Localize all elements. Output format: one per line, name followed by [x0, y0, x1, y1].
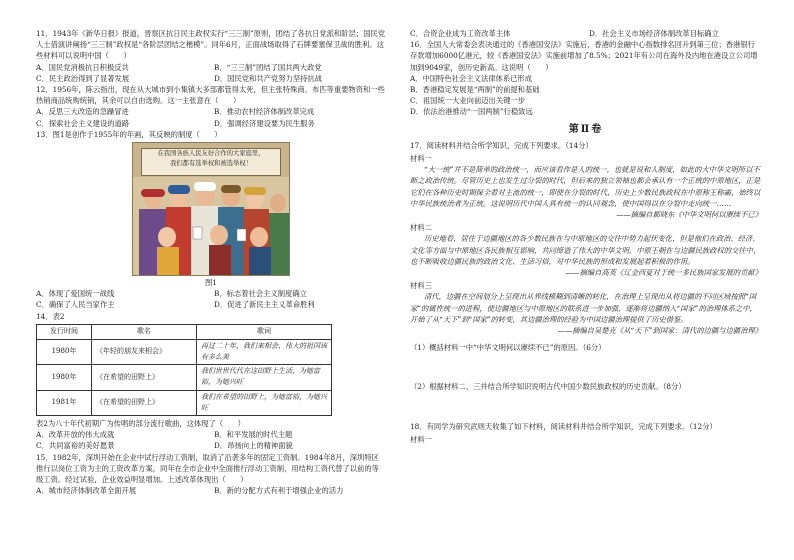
- option-d[interactable]: D．国民党和共产党努力坚持抗战: [214, 73, 323, 83]
- question-15-options-cd: [410, 28, 762, 39]
- option-d[interactable]: D．社会主义市场经济体制改革目标确立: [589, 29, 719, 38]
- option-c[interactable]: C．共同富裕的美好愿景: [36, 441, 115, 451]
- option-c[interactable]: C．合资企业成为工资改革主体: [410, 29, 511, 38]
- table-row: [37, 365, 332, 390]
- poster-banner: [141, 148, 281, 176]
- cell-lyric: 再过二十年，我们来相会，伟大的祖国该有多么美: [197, 339, 332, 364]
- left-column: [36, 28, 386, 496]
- cell-song: 《年轻的朋友来相会》: [92, 339, 197, 364]
- poster-banner-line-2: 我们都有选举权和被选举权！: [170, 160, 252, 168]
- option-b[interactable]: B．和平发展的时代主题: [214, 430, 293, 440]
- poster-people-illustration: [133, 177, 289, 275]
- option-b[interactable]: B．推动农村经济体制改革完成: [214, 107, 315, 117]
- option-c[interactable]: C．民主政治得到了显著发展: [36, 73, 130, 83]
- cell-lyric: 我们在希望的田野上，为她富裕，为她兴旺: [197, 390, 332, 415]
- option-a[interactable]: A．城市经济体制改革全面开展: [36, 486, 137, 496]
- question-17-stem: 17．阅读材料并结合所学知识，完成下列要求。（14分）: [410, 140, 593, 150]
- question-16-options: [410, 73, 762, 118]
- table-row: [37, 339, 332, 364]
- poster-figure: [132, 142, 290, 276]
- poster-banner-line-1: 在我国各族人民友好合作的大家庭里，: [157, 150, 265, 158]
- option-b[interactable]: B．新的分配方式有利于增强企业的活力: [214, 486, 344, 496]
- question-11-options: [36, 62, 386, 84]
- material-1-text: “大一统”并不是简单的政治统一，而应该看作是人的统一，也就是说和人制度，如此的大中华文明所以不断之政治传统。尽管历史上也发生过分裂的时代，但后来的独立领袖也都会承认有一个正统的中原地区，正是它们在各种历史时期保全着对主流的统一，即使在分裂的时代，历史上少数民族政权在中原称王称霸，始终以中华民族统治者为正统。这说明历代中国人具有统一的认同观念，使中国得以在分裂中走向统一……: [410, 165, 761, 208]
- option-a[interactable]: A．改革开放的伟大成就: [36, 430, 115, 440]
- option-c[interactable]: C．探索社会主义建设的道路: [36, 118, 130, 128]
- option-b[interactable]: B．“三三制”团结了国共两大政党: [214, 62, 322, 72]
- option-d[interactable]: D．强调经济建设要为民生服务: [214, 118, 315, 128]
- question-18-material-1-label: 材料一: [410, 434, 432, 444]
- option-a[interactable]: A．国民党消极抗日积极反共: [36, 62, 129, 72]
- question-16-stem: 16．全国人大常委会表决通过的《香港国安法》实施后，香港的金融中心指数排名回升到第三位；香港银行存款增加6000亿港元，较《香港国安法》实施前增加了8.5%；2021年有公司在海外及内地在港设立公司增加到9049家，创历史新高。这说明（ ）: [410, 40, 758, 72]
- table-row: [37, 390, 332, 415]
- material-1-source: ——摘编自都晓东《中华文明何以赓续不已》: [616, 210, 762, 220]
- material-3-text: 清代，边疆在空间划分上呈现出从界线模糊到清晰的转化，在治理上呈现出从将边疆的不同区域按照“国家”的属性统一的进程，使边疆地区与中原地区的联系进一步加强，逐渐将边疆纳入“国家”的治理体系之中，开始了从“天下”到“国家”的转变，其边疆治理的经验为中国边疆治理提供了历史借鉴。: [410, 292, 757, 324]
- material-1-label: 材料一: [410, 154, 432, 164]
- songs-table: [36, 324, 332, 416]
- question-15-stem: 15．1982年，深圳开始在企业中试行浮动工资制，取消了沿袭多年的固定工资制。1984年8月，深圳特区推行以岗位工资为主的工资改革方案，同年在全市企业中全面推行浮动工资制，用结构工资代替了以前的等级工资。经过试验，企业效益明显增加。上述改革体现出（ ）: [36, 452, 379, 485]
- option-d[interactable]: D．依法治港推动“一国两制”行稳致远: [410, 107, 533, 117]
- question-14-options: [36, 429, 386, 451]
- option-a[interactable]: A．中国特色社会主义法律体系已形成: [410, 73, 533, 83]
- cell-year: 1981年: [37, 390, 92, 415]
- material-3-source: ——摘编自吴楚克《从“天下”到国家：清代的边疆与边疆治理》: [557, 326, 762, 336]
- option-d[interactable]: D．昂扬向上的精神面貌: [214, 441, 293, 451]
- option-c[interactable]: C．确保了人民当家作主: [36, 300, 115, 310]
- table-header-row: [37, 324, 332, 339]
- question-13-stem: 13．图1是创作于1955年的年画，其反映的制度（ ）: [36, 129, 222, 139]
- question-14-stem: 14．表2: [36, 311, 65, 321]
- question-15-options-ab: [36, 485, 386, 496]
- question-11-stem: 11．1943年《新华日报》报道，晋察区抗日民主政权实行“三三制”原则，团结了各抗日党派和阶层；国民党人士借演讲阐扬“三三制”政权是“各阶层团结之楷模”。同年6月，正面战场取得了石牌要塞保卫战的胜利。这些材料可以说明中国（ ）: [36, 29, 386, 61]
- question-18-stem: 18．有同学为研究武则天收集了如下材料，阅读材料并结合所学知识，完成下列要求。（12分）: [410, 421, 717, 431]
- cell-song: 《在希望的田野上》: [92, 365, 197, 390]
- right-column: [410, 28, 762, 445]
- material-3-label: 材料三: [410, 281, 432, 291]
- answer-space[interactable]: [410, 353, 762, 381]
- cell-lyric: 我们世世代代在这田野上生活，为她富裕，为她兴旺: [197, 365, 332, 390]
- question-17-sub-1: （1）概括材料一中“中华文明何以赓续不已”的原因。（6分）: [410, 343, 606, 353]
- question-12-options: [36, 106, 386, 128]
- option-d[interactable]: D．促进了新民主主义革命胜利: [214, 300, 315, 310]
- material-2-source: ——摘编自高英《辽金西夏对于统一多民族国家发展的贡献》: [564, 268, 762, 278]
- section-title: 第Ⅱ卷: [568, 123, 604, 135]
- material-2-label: 材料二: [410, 223, 432, 233]
- option-c[interactable]: C．祖国统一大业向前迈出关键一步: [410, 96, 526, 106]
- option-a[interactable]: A．体现了爱国统一战线: [36, 289, 115, 299]
- cell-year: 1980年: [37, 365, 92, 390]
- option-b[interactable]: B．标志着社会主义制度确立: [214, 289, 307, 299]
- question-12-stem: 12．1956年，陈云指出，现在从大城市到小集镇大多部都管得太死，但主张特殊商、布匹等重要物资和一些热销商品统购统销，其余可以自由选购。这一主张意在（ ）: [36, 85, 385, 106]
- option-b[interactable]: B．香港稳定发展是“两制”的前提和基础: [410, 85, 540, 95]
- header-lyrics: 歌词: [197, 324, 332, 339]
- cell-year: 1980年: [37, 339, 92, 364]
- question-14-caption: 表2为八十年代初期广为传唱的部分流行歌曲，这体现了（ ）: [36, 419, 245, 429]
- header-release-time: 发行时间: [37, 324, 92, 339]
- figure-1-label: 图1: [205, 278, 217, 288]
- question-13-options: [36, 288, 386, 310]
- header-song-name: 歌名: [92, 324, 197, 339]
- material-2-text: 历史地看，居住于边疆地区的各少数民族在与中原地区的交往中势力起伏变化，但是他们在政治、经济、文化等方面与中原地区各民族相互影响，共同缔造了伟大的中华文明，中原王朝在与边疆民族政权的交往中，也不断吸收边疆民族的政治文化、生活习俗，对中华民族的形成和发展起着积极的作用。: [410, 234, 761, 266]
- answer-space[interactable]: [410, 393, 762, 421]
- option-a[interactable]: A．反思三大改造的急躁冒进: [36, 107, 129, 117]
- cell-song: 《在希望的田野上》: [92, 390, 197, 415]
- question-17-sub-2: （2）根据材料二、三并结合所学知识说明古代中国少数民族政权的历史贡献。（8分）: [410, 382, 686, 392]
